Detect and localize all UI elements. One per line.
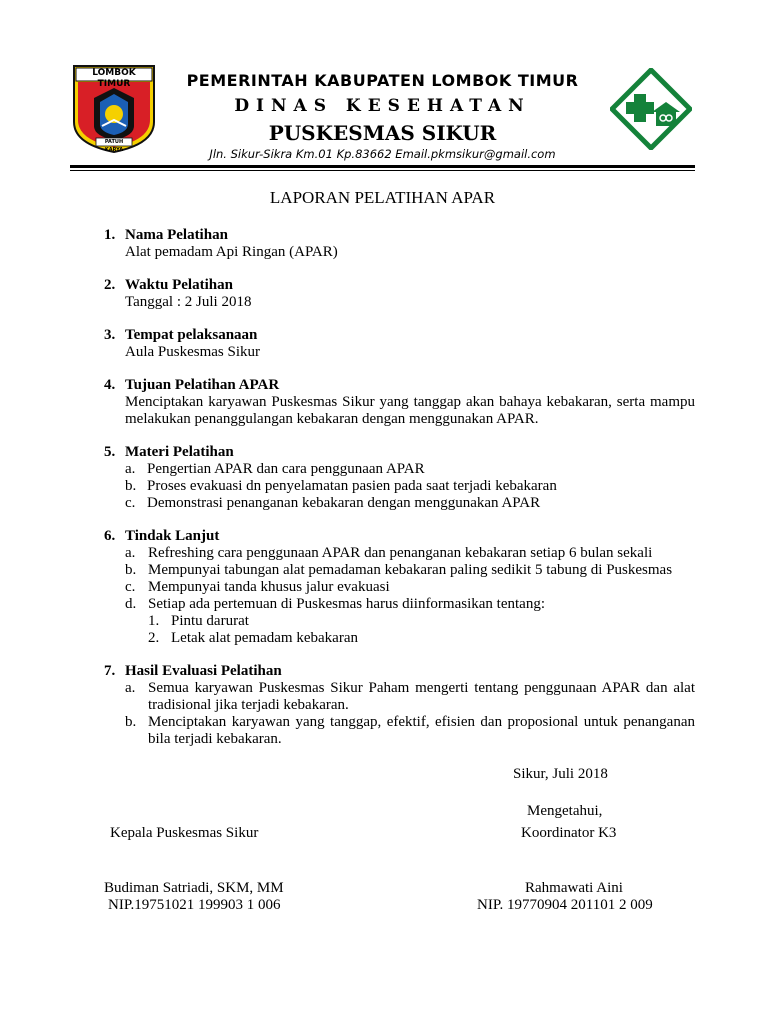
section-7-number: 7. bbox=[104, 663, 116, 679]
left-signatory-nip: NIP.19751021 199903 1 006 bbox=[108, 897, 281, 913]
section-5-number: 5. bbox=[104, 444, 116, 460]
section-6-item-a-marker: a. bbox=[125, 545, 136, 561]
section-4-number: 4. bbox=[104, 377, 116, 393]
section-5-heading: Materi Pelatihan bbox=[125, 444, 234, 460]
document-title: LAPORAN PELATIHAN APAR bbox=[269, 188, 496, 207]
section-2-number: 2. bbox=[104, 277, 116, 293]
section-7-item-a: Semua karyawan Puskesmas Sikur Paham mengerti tentang penggunaan APAR dan alat tradisional jika terjadi kebakaran. bbox=[148, 680, 695, 713]
section-7-item-a-marker: a. bbox=[125, 680, 136, 696]
section-6-item-d: Setiap ada pertemuan di Puskesmas harus diinformasikan tentang: bbox=[148, 596, 545, 612]
section-5-item-b: Proses evakuasi dn penyelamatan pasien pada saat terjadi kebakaran bbox=[147, 478, 557, 494]
header-rule-thick bbox=[70, 165, 695, 168]
section-5-item-b-marker: b. bbox=[125, 478, 137, 494]
section-6-item-a: Refreshing cara penggunaan APAR dan penanganan kebakaran setiap 6 bulan sekali bbox=[148, 545, 653, 561]
section-3-text: Aula Puskesmas Sikur bbox=[125, 344, 260, 360]
section-6-number: 6. bbox=[104, 528, 116, 544]
left-signatory-name: Budiman Satriadi, SKM, MM bbox=[104, 880, 284, 896]
section-6-subitem-2-marker: 2. bbox=[148, 630, 160, 646]
section-6-heading: Tindak Lanjut bbox=[125, 528, 220, 544]
crest-label-bottom: PATUH KARYA bbox=[104, 139, 124, 153]
section-6-item-b-marker: b. bbox=[125, 562, 137, 578]
section-1-heading: Nama Pelatihan bbox=[125, 227, 228, 243]
puskesmas-name: PUSKESMAS SIKUR bbox=[268, 121, 497, 145]
section-3-heading: Tempat pelaksanaan bbox=[125, 327, 258, 343]
section-5-item-c-marker: c. bbox=[125, 495, 136, 511]
section-1-number: 1. bbox=[104, 227, 116, 243]
section-6-item-c-marker: c. bbox=[125, 579, 136, 595]
section-6-item-b: Mempunyai tabungan alat pemadaman kebakaran paling sedikit 5 tabung di Puskesmas bbox=[148, 562, 673, 578]
section-6-subitem-2: Letak alat pemadam kebakaran bbox=[171, 630, 358, 646]
government-name: PEMERINTAH KABUPATEN LOMBOK TIMUR bbox=[186, 71, 579, 90]
section-5-item-c: Demonstrasi penanganan kebakaran dengan menggunakan APAR bbox=[147, 495, 541, 511]
section-7-heading: Hasil Evaluasi Pelatihan bbox=[125, 663, 282, 679]
section-3-number: 3. bbox=[104, 327, 116, 343]
agency-name: DINAS KESEHATAN bbox=[234, 96, 531, 116]
section-1-text: Alat pemadam Api Ringan (APAR) bbox=[125, 244, 338, 260]
right-signatory-name: Rahmawati Aini bbox=[525, 880, 623, 896]
right-acknowledgement: Mengetahui, bbox=[527, 803, 603, 819]
section-7-item-b: Menciptakan karyawan yang tanggap, efektif, efisien dan proposional untuk penanganan bila terjadi kebakaran. bbox=[148, 714, 695, 747]
section-2-text: Tanggal : 2 Juli 2018 bbox=[125, 294, 252, 310]
section-7-item-b-marker: b. bbox=[125, 714, 137, 730]
section-2-heading: Waktu Pelatihan bbox=[125, 277, 233, 293]
section-5-item-a-marker: a. bbox=[125, 461, 136, 477]
section-4-text: Menciptakan karyawan Puskesmas Sikur yang tanggap akan bahaya kebakaran, serta mampu melakukan penanggulangan kebakaran dengan menggunakan APAR. bbox=[125, 394, 695, 427]
address-line: Jln. Sikur-Sikra Km.01 Kp.83662 Email.pkmsikur@gmail.com bbox=[209, 147, 556, 161]
section-6-subitem-1-marker: 1. bbox=[148, 613, 160, 629]
crest-label-top: LOMBOK TIMUR bbox=[92, 68, 136, 89]
header-rule-thin bbox=[70, 170, 695, 171]
puskesmas-logo bbox=[610, 68, 692, 150]
section-4-heading: Tujuan Pelatihan APAR bbox=[125, 377, 280, 393]
section-6-item-c: Mempunyai tanda khusus jalur evakuasi bbox=[148, 579, 390, 595]
section-5-item-a: Pengertian APAR dan cara penggunaan APAR bbox=[147, 461, 425, 477]
place-date: Sikur, Juli 2018 bbox=[513, 766, 608, 782]
right-signatory-nip: NIP. 19770904 201101 2 009 bbox=[477, 897, 653, 913]
section-6-subitem-1: Pintu darurat bbox=[171, 613, 249, 629]
right-signatory-role: Koordinator K3 bbox=[521, 825, 617, 841]
section-6-item-d-marker: d. bbox=[125, 596, 137, 612]
left-signatory-role: Kepala Puskesmas Sikur bbox=[110, 825, 259, 841]
